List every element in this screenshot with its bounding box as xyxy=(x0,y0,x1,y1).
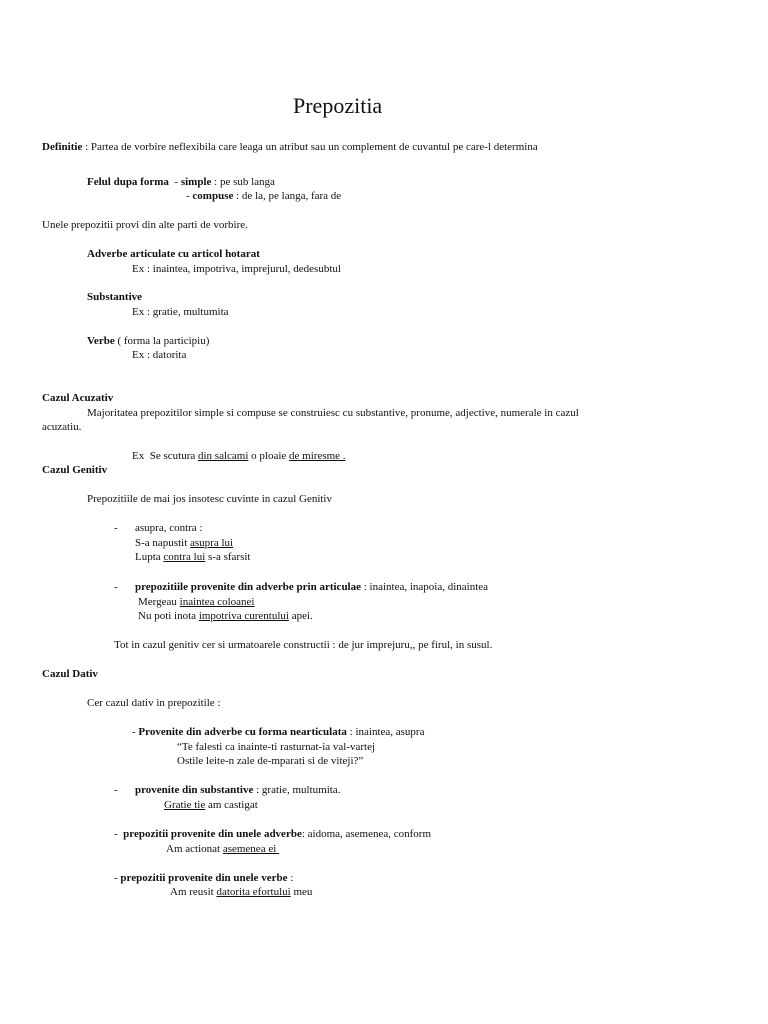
genitive-item1-ex1-u: asupra lui xyxy=(190,537,234,549)
form-compound-prefix: - xyxy=(186,190,193,202)
dative-item3-text: : aidoma, asemenea, conform xyxy=(301,828,432,840)
genitive-item1-ex2-b: s-a sfarsit xyxy=(205,551,251,563)
dative-item2-text: : gratie, multumita. xyxy=(253,784,341,796)
nouns-example: Ex : gratie, multumita xyxy=(132,306,229,318)
accusative-heading-text: Cazul Acuzativ xyxy=(42,392,114,404)
dative-item4-ex-u: datorita efortului xyxy=(216,886,291,898)
accusative-ex-u1: din salcami xyxy=(197,450,249,462)
dative-item2-ex xyxy=(164,799,258,812)
adverbs-label xyxy=(87,248,260,261)
dative-item3-label: prepozitii provenite din unele adverbe xyxy=(123,828,302,840)
form-simple-line xyxy=(87,176,275,189)
accusative-example xyxy=(132,450,346,463)
dative-item3-ex xyxy=(166,843,279,856)
accusative-heading xyxy=(42,392,113,405)
dative-item3-prefix: - xyxy=(114,828,124,840)
dative-intro: Cer cazul dativ in prepozitile : xyxy=(87,697,221,709)
accusative-text-1: Majoritatea prepozitilor simple si compuse se construiesc cu substantive, pronume, adjective, numerale in cazul xyxy=(87,407,579,419)
dative-item4-ex xyxy=(170,886,312,899)
dative-item1-text: : inaintea, asupra xyxy=(346,726,425,738)
accusative-ex-u2: de miresme . xyxy=(289,450,346,462)
definition-label: Definitie xyxy=(42,141,83,153)
genitive-item2-dash: - xyxy=(114,581,118,593)
adverbs-example: Ex : inaintea, impotriva, imprejurul, dedesubtul xyxy=(132,263,341,275)
genitive-item2-ex2 xyxy=(138,610,313,623)
dative-heading xyxy=(42,668,98,681)
dative-item2-dash: - xyxy=(114,784,118,796)
genitive-constructs: Tot in cazul genitiv cer si urmatoarele constructii : de jur imprejuru,, pe firul, in susul. xyxy=(114,639,493,651)
genitive-heading xyxy=(42,464,107,477)
genitive-item1-ex1 xyxy=(135,537,233,550)
dative-item2-ex-u: Gratie tie xyxy=(164,799,206,811)
genitive-item2-line xyxy=(135,581,488,594)
form-simple-label: simple xyxy=(180,176,212,188)
dative-item2-ex-b: am castigat xyxy=(205,799,258,811)
dative-item2-label: provenite din substantive xyxy=(135,784,254,796)
verbs-example: Ex : datorita xyxy=(132,349,187,361)
dative-item1-prefix: - xyxy=(132,726,139,738)
form-compound-line xyxy=(186,190,341,203)
genitive-item2-ex2-a: Nu poti inota xyxy=(138,610,199,622)
genitive-item2-text: : inaintea, inapoia, dinaintea xyxy=(361,581,489,593)
nouns-label-text: Substantive xyxy=(87,291,143,303)
genitive-item2-label: prepozitiile provenite din adverbe prin articulae xyxy=(135,581,361,593)
dative-item4-line xyxy=(114,872,293,885)
form-simple-text: : pe sub langa xyxy=(211,176,275,188)
page-title: Prepozitia xyxy=(293,93,383,118)
dative-item4-prefix: - xyxy=(114,872,121,884)
dative-item4-ex-a: Am reusit xyxy=(170,886,217,898)
accusative-text-2: acuzatiu. xyxy=(42,421,82,433)
genitive-item1-ex2-a: Lupta xyxy=(135,551,164,563)
genitive-item2-ex1-u: inaintea coloanei xyxy=(179,596,255,608)
genitive-item1-ex1-a: S-a napustit xyxy=(135,537,190,549)
verbs-note: ( forma la participiu) xyxy=(114,335,210,347)
accusative-ex-a: Ex Se scutura xyxy=(132,450,198,462)
dative-item3-ex-u: asemenea ei xyxy=(222,843,280,855)
genitive-item2-ex1-a: Mergeau xyxy=(138,596,180,608)
definition-line xyxy=(42,141,538,154)
dative-item2-line xyxy=(135,784,340,797)
genitive-item1-ex2-u: contra lui xyxy=(163,551,206,563)
dative-item1-quote1: “Te falesti ca inainte-ti rasturnat-ia val-vartej xyxy=(177,741,376,753)
genitive-item2-ex1 xyxy=(138,596,254,609)
dative-item1-label: Provenite din adverbe cu forma nearticulata xyxy=(138,726,347,738)
nouns-label xyxy=(87,291,142,304)
dative-item3-line xyxy=(114,828,431,841)
form-compound-text: : de la, pe langa, fara de xyxy=(233,190,342,202)
definition-text: : Partea de vorbire neflexibila care leaga un atribut sau un complement de cuvantul pe care-l determina xyxy=(82,141,538,153)
verbs-label-text: Verbe xyxy=(87,335,115,347)
dative-item1-line xyxy=(132,726,424,739)
form-simple-prefix: - xyxy=(168,176,181,188)
dative-item4-ex-b: meu xyxy=(290,886,313,898)
form-label: Felul dupa forma xyxy=(87,176,169,188)
dative-item1-quote2: Ostile leite-n zale de-mparati si de viteji?” xyxy=(177,755,364,767)
genitive-item1-ex2 xyxy=(135,551,251,564)
adverbs-label-text: Adverbe articulate cu articol hotarat xyxy=(87,248,260,260)
verbs-label xyxy=(87,335,209,348)
genitive-item2-ex2-b: apei. xyxy=(288,610,313,622)
genitive-heading-text: Cazul Genitiv xyxy=(42,464,108,476)
genitive-item2-ex2-u: impotriva curentului xyxy=(198,610,289,622)
dative-item4-text: : xyxy=(287,872,294,884)
genitive-item1-dash: - xyxy=(114,522,118,534)
accusative-ex-b: o ploaie xyxy=(248,450,290,462)
dative-item3-ex-a: Am actionat xyxy=(166,843,223,855)
dative-heading-text: Cazul Dativ xyxy=(42,668,98,680)
genitive-item1-label: asupra, contra : xyxy=(135,522,203,534)
genitive-intro: Prepozitiile de mai jos insotesc cuvinte in cazul Genitiv xyxy=(87,493,332,505)
form-compound-label: compuse xyxy=(192,190,234,202)
origin-intro: Unele prepozitii provi din alte parti de vorbire. xyxy=(42,219,248,231)
dative-item4-label: prepozitii provenite din unele verbe xyxy=(120,872,288,884)
